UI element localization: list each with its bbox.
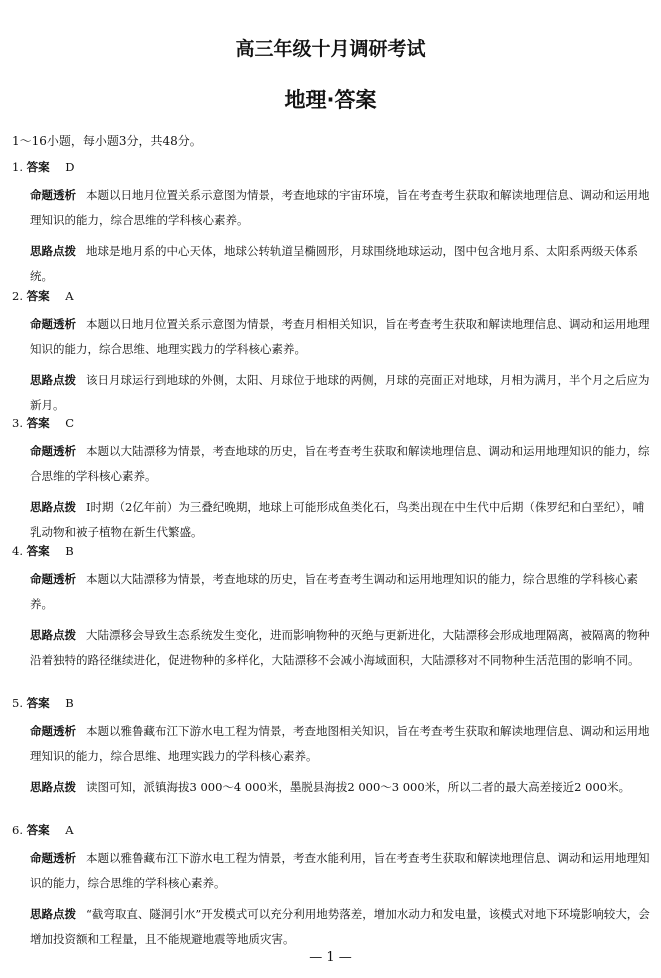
answer-label: 答案 <box>26 823 50 837</box>
analysis-label: 命题透析 <box>30 724 76 738</box>
scoring-intro: 1～16小题，每小题3分，共48分。 <box>12 134 202 148</box>
analysis-label: 命题透析 <box>30 444 76 458</box>
answer-value: B <box>65 696 74 710</box>
analysis-text: 本题以雅鲁藏布江下游水电工程为情景，考查水能利用，旨在考查考生获取和解读地理信息、调动和运用地理知识的能力，综合思维的学科核心素养。 <box>30 851 650 890</box>
hint-label: 思路点拨 <box>30 244 76 258</box>
answer-value: C <box>65 416 75 430</box>
question-2 <box>12 286 652 418</box>
question-5 <box>12 693 652 800</box>
question-number: 4. <box>12 544 23 558</box>
analysis-label: 命题透析 <box>30 851 76 865</box>
document-title: 高三年级十月调研考试 <box>235 38 426 60</box>
question-number: 1. <box>12 160 23 174</box>
answer-label: 答案 <box>26 696 50 710</box>
answer-value: A <box>65 823 74 837</box>
answer-label: 答案 <box>26 289 50 303</box>
hint-paragraph <box>30 775 650 800</box>
answer-line <box>12 413 652 433</box>
hint-paragraph <box>30 623 650 673</box>
answer-value: A <box>65 289 74 303</box>
hint-paragraph <box>30 368 650 418</box>
hint-paragraph <box>30 239 650 289</box>
hint-label: 思路点拨 <box>30 500 76 514</box>
analysis-paragraph <box>30 183 650 233</box>
question-4 <box>12 541 652 673</box>
answer-label: 答案 <box>26 416 50 430</box>
analysis-label: 命题透析 <box>30 188 76 202</box>
analysis-paragraph <box>30 312 650 362</box>
hint-text: 该日月球运行到地球的外侧，太阳、月球位于地球的两侧，月球的亮面正对地球，月相为满月，半个月之后应为新月。 <box>30 373 650 412</box>
analysis-paragraph <box>30 567 650 617</box>
hint-paragraph <box>30 902 650 952</box>
page-number: — 1 — <box>309 950 352 965</box>
analysis-paragraph <box>30 719 650 769</box>
answer-line <box>12 541 652 561</box>
analysis-text: 本题以雅鲁藏布江下游水电工程为情景，考查地图相关知识，旨在考查考生获取和解读地理信息、调动和运用地理知识的能力，综合思维、地理实践力的学科核心素养。 <box>30 724 650 763</box>
hint-paragraph <box>30 495 650 545</box>
hint-label: 思路点拨 <box>30 628 76 642</box>
hint-label: 思路点拨 <box>30 780 76 794</box>
hint-text: 大陆漂移会导致生态系统发生变化，进而影响物种的灭绝与更新进化，大陆漂移会形成地理隔离，被隔离的物种沿着独特的路径继续进化，促进物种的多样化，大陆漂移不会减小海域面积，大陆漂移对不同物种生活范围的影响不同。 <box>30 628 650 667</box>
analysis-label: 命题透析 <box>30 317 76 331</box>
analysis-paragraph <box>30 439 650 489</box>
analysis-text: 本题以大陆漂移为情景，考查地球的历史，旨在考查考生获取和解读地理信息、调动和运用地理知识的能力，综合思维的学科核心素养。 <box>30 444 650 483</box>
question-6 <box>12 820 652 952</box>
answer-label: 答案 <box>26 544 50 558</box>
answer-value: B <box>65 544 74 558</box>
hint-text: “截弯取直、隧洞引水”开发模式可以充分利用地势落差，增加水动力和发电量，该模式对地下环境影响较大，会增加投资额和工程量，且不能规避地震等地质灾害。 <box>30 907 650 946</box>
question-number: 3. <box>12 416 23 430</box>
hint-label: 思路点拨 <box>30 907 76 921</box>
hint-label: 思路点拨 <box>30 373 76 387</box>
analysis-label: 命题透析 <box>30 572 76 586</box>
question-number: 5. <box>12 696 23 710</box>
answer-line <box>12 286 652 306</box>
analysis-paragraph <box>30 846 650 896</box>
question-1 <box>12 157 652 289</box>
hint-text: 读图可知，派镇海拔3 000～4 000米，墨脱县海拔2 000～3 000米，所以二者的最大高差接近2 000米。 <box>86 780 631 794</box>
answer-line <box>12 820 652 840</box>
answer-line <box>12 693 652 713</box>
analysis-text: 本题以大陆漂移为情景，考查地球的历史，旨在考查考生调动和运用地理知识的能力，综合思维的学科核心素养。 <box>30 572 638 611</box>
analysis-text: 本题以日地月位置关系示意图为情景，考查地球的宇宙环境，旨在考查考生获取和解读地理信息、调动和运用地理知识的能力，综合思维的学科核心素养。 <box>30 188 650 227</box>
hint-text: 地球是地月系的中心天体，地球公转轨道呈椭圆形，月球围绕地球运动，图中包含地月系、太阳系两级天体系统。 <box>30 244 638 283</box>
question-number: 2. <box>12 289 23 303</box>
document-subtitle: 地理·答案 <box>284 88 377 112</box>
answer-label: 答案 <box>26 160 50 174</box>
analysis-text: 本题以日地月位置关系示意图为情景，考查月相相关知识，旨在考查考生获取和解读地理信息、调动和运用地理知识的能力，综合思维、地理实践力的学科核心素养。 <box>30 317 650 356</box>
question-3 <box>12 413 652 545</box>
question-number: 6. <box>12 823 23 837</box>
answer-value: D <box>65 160 75 174</box>
answer-line <box>12 157 652 177</box>
hint-text: Ⅰ时期（2亿年前）为三叠纪晚期，地球上可能形成鱼类化石，鸟类出现在中生代中后期（侏罗纪和白垩纪），哺乳动物和被子植物在新生代繁盛。 <box>30 500 645 539</box>
